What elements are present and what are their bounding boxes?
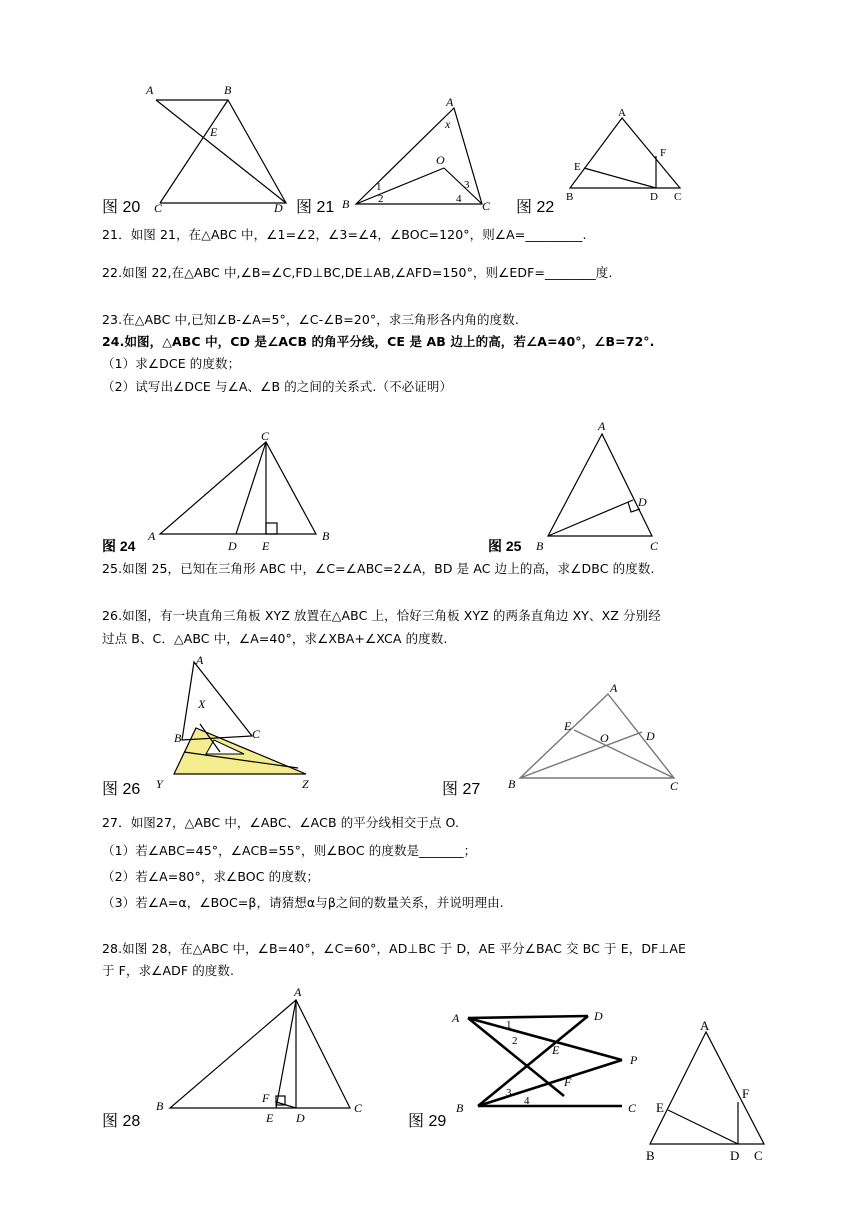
angle-label: 3 [506,1087,512,1099]
point-label: D [228,539,237,553]
figure-21-label: 图 21 [296,199,335,216]
point-label: C [754,1148,763,1163]
point-label: E [210,125,218,139]
figure-20 [140,78,300,215]
point-label: A [610,681,618,695]
point-label: O [436,153,445,167]
figure-26-label: 图 26 [102,781,141,798]
problem-21: 21．如图 21，在△ABC 中，∠1=∠2，∠3=∠4，∠BOC=120°，则∠A=_________. [102,227,587,242]
angle-label: 4 [524,1095,530,1107]
point-label: D [646,729,655,743]
point-label: F [564,1075,572,1089]
problem-26-line-2: 过点 B、C．△ABC 中，∠A=40°，求∠XBA+∠XCA 的度数. [102,631,448,646]
point-label: F [660,147,667,159]
point-label: X [198,697,206,711]
point-label: A [618,107,626,119]
point-label: B [342,197,350,211]
point-label: Z [302,777,309,791]
point-label: Y [156,777,163,791]
point-label: F [262,1091,270,1105]
point-label: A [146,83,154,97]
point-label: C [674,191,682,203]
figure-27-label: 图 27 [442,781,481,798]
figure-27 [504,680,689,795]
point-label: B [224,83,232,97]
angle-label: 3 [464,179,470,191]
point-label: D [594,1009,603,1023]
point-label: C [252,727,261,741]
point-label: C [670,779,679,793]
point-label: x [445,117,451,131]
problem-28-line-2: 于 F，求∠ADF 的度数. [102,963,235,978]
point-label: A [196,653,204,667]
problem-24: 24.如图，△ABC 中，CD 是∠ACB 的角平分线，CE 是 AB 边上的高，若∠A=40°，∠B=72°. [102,334,655,349]
point-label: C [154,201,163,215]
figure-24-label: 图 24 [102,538,136,554]
point-label: B [456,1101,464,1115]
point-label: B [566,191,574,203]
point-label: D [730,1148,740,1163]
point-label: C [354,1101,363,1115]
point-label: E [552,1043,560,1057]
problem-25: 25.如图 25，已知在三角形 ABC 中，∠C=∠ABC=2∠A，BD 是 AC 边上的高，求∠DBC 的度数. [102,561,655,576]
point-label: E [574,161,581,173]
point-label: E [262,539,270,553]
point-label: C [482,199,491,213]
problem-27: 27．如图27，△ABC 中，∠ABC、∠ACB 的平分线相交于点 O. [102,815,460,830]
figure-25 [530,416,670,556]
point-label: E [656,1100,664,1115]
point-label: D [296,1111,305,1125]
angle-label: 1 [376,181,382,193]
figure-26 [156,648,320,793]
point-label: O [600,731,609,745]
angle-label: 4 [456,193,462,205]
point-label: B [322,529,330,543]
problem-27-part-1: （1）若∠ABC=45°，∠ACB=55°，则∠BOC 的度数是_______； [102,843,477,858]
problem-22: 22.如图 22,在△ABC 中,∠B=∠C,FD⊥BC,DE⊥AB,∠AFD=150°，则∠EDF=________度. [102,265,613,280]
figure-28 [150,984,375,1124]
point-label: A [294,985,302,999]
point-label: D [650,191,658,203]
figure-29 [448,1004,648,1114]
point-label: B [156,1099,164,1113]
point-label: C [650,539,659,553]
point-label: F [742,1086,750,1101]
point-label: A [452,1011,460,1025]
figure-20-label: 图 20 [102,199,141,216]
point-label: B [536,539,544,553]
figure-22-label: 图 22 [516,199,555,216]
problem-24-part-1: （1）求∠DCE 的度数； [102,356,241,371]
figure-22 [562,104,692,204]
point-label: D [638,495,647,509]
figure-extra [638,1018,778,1166]
figure-21 [336,96,496,211]
point-label: A [700,1018,710,1033]
point-label: E [266,1111,274,1125]
angle-label: 2 [378,193,384,205]
point-label: C [628,1101,637,1115]
point-label: A [598,419,606,433]
problem-27-part-2: （2）若∠A=80°，求∠BOC 的度数； [102,869,320,884]
problem-24-part-2: （2）试写出∠DCE 与∠A、∠B 的之间的关系式.（不必证明） [102,379,453,394]
figure-28-label: 图 28 [102,1113,141,1130]
point-label: A [148,529,156,543]
point-label: D [274,201,283,215]
problem-28-line-1: 28.如图 28，在△ABC 中，∠B=40°，∠C=60°，AD⊥BC 于 D，AE 平分∠BAC 交 BC 于 E，DF⊥AE [102,941,686,956]
figure-29-label: 图 29 [408,1113,447,1130]
point-label: B [174,731,182,745]
point-label: B [646,1148,655,1163]
point-label: A [446,95,454,109]
point-label: B [508,777,516,791]
point-label: C [261,429,270,443]
figure-25-label: 图 25 [488,538,522,554]
problem-27-part-3: （3）若∠A=α，∠BOC=β，请猜想α与β之间的数量关系，并说明理由. [102,895,504,910]
angle-label: 1 [506,1019,512,1031]
problem-26-line-1: 26.如图，有一块直角三角板 XYZ 放置在△ABC 上，恰好三角板 XYZ 的两条直角边 XY、XZ 分别经 [102,608,661,623]
point-label: P [630,1053,638,1067]
problem-23: 23.在△ABC 中,已知∠B-∠A=5°，∠C-∠B=20°，求三角形各内角的度数. [102,312,519,327]
point-label: E [564,719,572,733]
angle-label: 2 [512,1035,518,1047]
figure-24 [140,426,350,556]
